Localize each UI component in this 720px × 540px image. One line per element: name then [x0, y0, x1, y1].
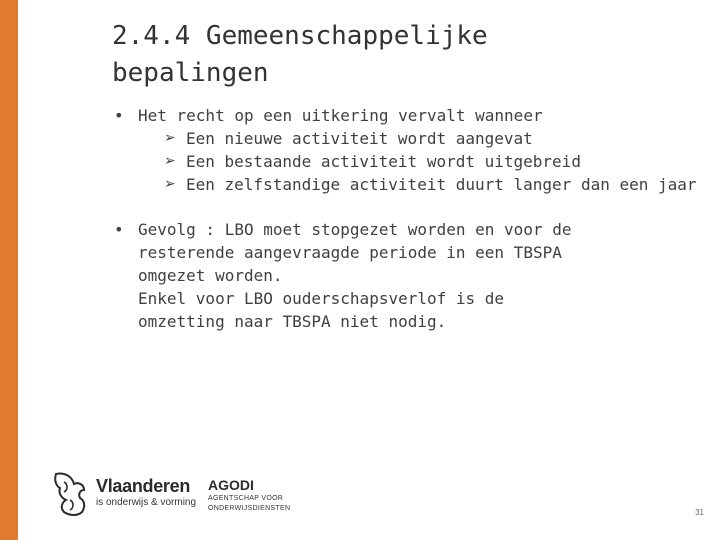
logo1-main-text: Vlaanderen — [96, 476, 191, 496]
footer-logos — [50, 470, 310, 520]
slide-body — [112, 104, 712, 333]
bullet-2-line: omzetting naar TBSPA niet nodig. — [138, 312, 447, 331]
slide-title: 2.4.4 Gemeenschappelijke bepalingen — [112, 21, 488, 88]
arrow-bullet-icon: ➢ — [164, 176, 176, 192]
logo2-sub-text: ONDERWIJSDIENSTEN — [208, 505, 291, 512]
arrow-bullet-icon: ➢ — [164, 130, 176, 146]
bullet-2-line: Gevolg : LBO moet stopgezet worden en voor de — [138, 220, 572, 239]
sub-item — [112, 173, 706, 196]
logo2-main-text: AGODI — [208, 477, 254, 493]
bullet-dot: • — [114, 220, 124, 239]
sub-item-text: Een zelfstandige activiteit duurt langer dan een jaar — [186, 175, 697, 194]
agodi-logo — [208, 476, 290, 514]
sub-item — [112, 150, 712, 173]
bullet-2-line: omgezet worden. — [138, 266, 283, 285]
bullet-1 — [112, 104, 712, 127]
sub-item-text: Een nieuwe activiteit wordt aangevat — [186, 129, 533, 148]
sub-item-text: Een bestaande activiteit wordt uitgebreid — [186, 152, 581, 171]
bullet-2-line: Enkel voor LBO ouderschapsverlof is de — [138, 289, 505, 308]
bullet-dot: • — [114, 106, 124, 125]
sub-item — [112, 127, 712, 150]
bullet-2-line: resterende aangevraagde periode in een TBSPA — [138, 243, 562, 262]
vlaanderen-logo — [96, 476, 196, 510]
page-number: 31 — [695, 508, 704, 517]
arrow-bullet-icon: ➢ — [164, 153, 176, 169]
logo2-sub-text: AGENTSCHAP VOOR — [208, 495, 284, 502]
logo1-sub-text: is onderwijs & vorming — [96, 497, 197, 508]
bullet-2 — [112, 218, 712, 241]
bullet-1-text: Het recht op een uitkering vervalt wanneer — [138, 106, 543, 125]
flemish-lion-icon — [50, 470, 90, 518]
